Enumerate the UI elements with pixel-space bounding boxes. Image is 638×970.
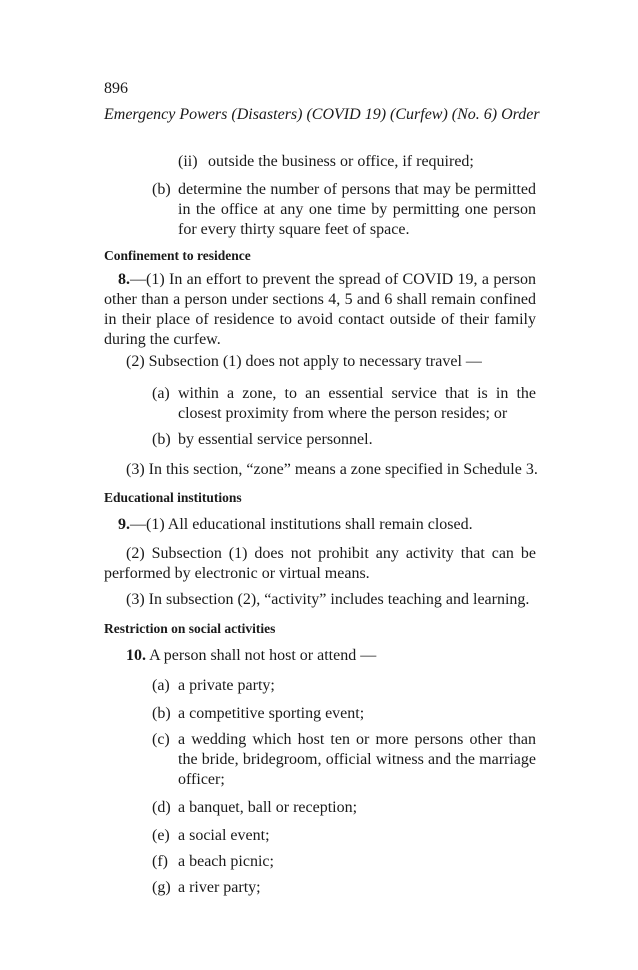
paragraph-text: A person shall not host or attend — — [149, 647, 377, 664]
list-item-label: (a) — [152, 677, 170, 694]
list-item-text: a banquet, ball or reception; — [178, 799, 358, 816]
page-number: 896 — [104, 80, 128, 97]
list-item-label: (b) — [152, 181, 171, 198]
section-8-para-1 — [104, 270, 536, 350]
section-heading: Educational institutions — [104, 490, 242, 505]
list-item-label: (ii) — [178, 153, 198, 170]
section-9-para-2: (2) Subsection (1) does not prohibit any activity that can be performed by electronic or virtual means. — [104, 545, 536, 582]
list-item-text: a river party; — [178, 879, 261, 896]
list-item-text: within a zone, to an essential service that is in the closest proximity from where the person resides; or — [178, 385, 536, 422]
list-item-label: (d) — [152, 799, 171, 816]
section-9-para-1 — [118, 515, 536, 535]
list-item-text: a private party; — [178, 677, 275, 694]
list-item-label: (c) — [152, 731, 170, 748]
list-item-text: a beach picnic; — [178, 853, 274, 870]
running-head: Emergency Powers (Disasters) (COVID 19) (Curfew) (No. 6) Order — [104, 106, 540, 123]
list-item-text: outside the business or office, if required; — [208, 153, 474, 170]
paragraph-text: —(1) In an effort to prevent the spread of COVID 19, a person other than a person under sections 4, 5 and 6 shall remain confined in their place of residence to avoid contact outside of their family during the curfew. — [104, 271, 536, 348]
section-number: 8. — [118, 271, 130, 288]
section-8-para-2: (2) Subsection (1) does not apply to necessary travel — — [126, 353, 482, 370]
section-10-intro — [126, 646, 536, 666]
list-item-label: (b) — [152, 705, 171, 722]
section-number: 9. — [118, 516, 130, 533]
list-item-text: a competitive sporting event; — [178, 705, 365, 722]
list-item-text: by essential service personnel. — [178, 431, 373, 448]
section-heading: Restriction on social activities — [104, 621, 276, 636]
section-8-para-3: (3) In this section, “zone” means a zone specified in Schedule 3. — [126, 461, 538, 478]
list-item-text: a wedding which host ten or more persons other than the bride, bridegroom, official witness and the marriage officer; — [178, 731, 536, 788]
list-item-label: (a) — [152, 385, 170, 402]
list-item-label: (g) — [152, 879, 171, 896]
section-9-para-3: (3) In subsection (2), “activity” includes teaching and learning. — [126, 591, 530, 608]
list-item-text: determine the number of persons that may be permitted in the office at any one time by permitting one person for every thirty square feet of space. — [178, 181, 536, 238]
section-number: 10. — [126, 647, 146, 664]
paragraph-text: —(1) All educational institutions shall remain closed. — [130, 516, 473, 533]
list-item-label: (b) — [152, 431, 171, 448]
list-item-text: a social event; — [178, 827, 270, 844]
list-item-label: (f) — [152, 853, 168, 870]
list-item-label: (e) — [152, 827, 170, 844]
section-heading: Confinement to residence — [104, 248, 251, 263]
